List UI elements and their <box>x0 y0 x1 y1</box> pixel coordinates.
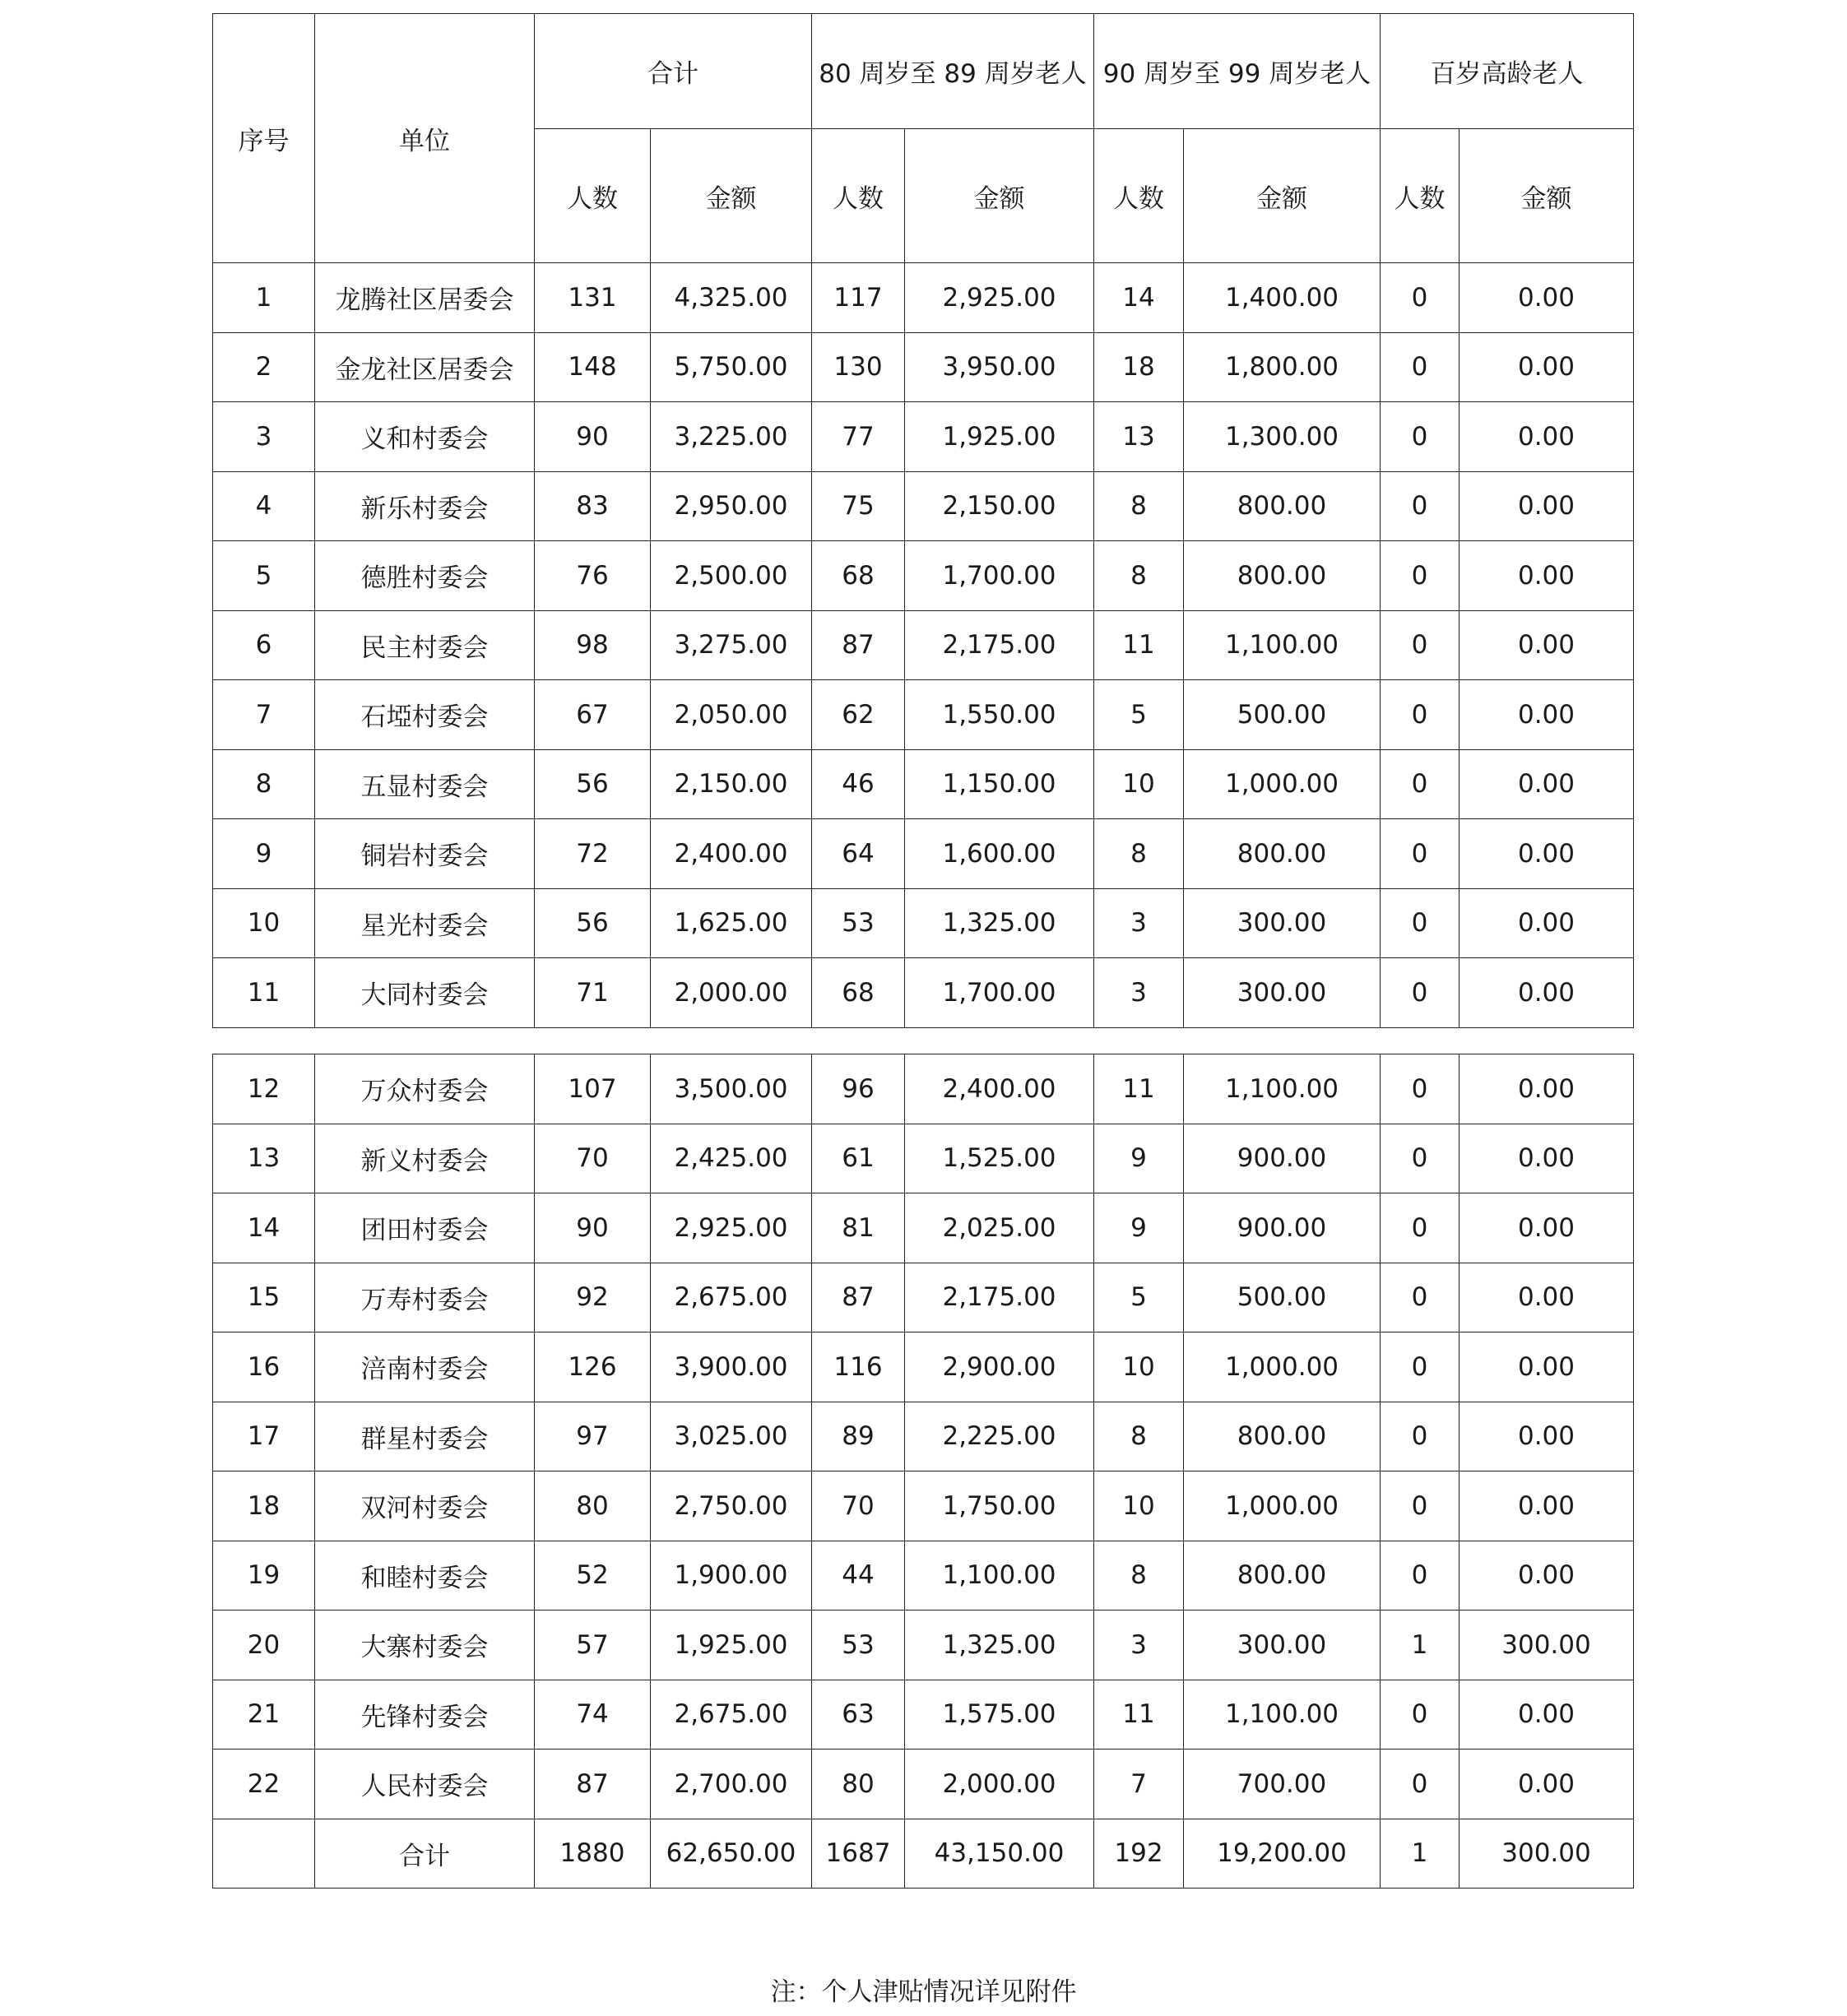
amount-100-cell: 0.00 <box>1460 1680 1634 1750</box>
table-row <box>213 749 1634 819</box>
count-100-cell: 0 <box>1381 958 1460 1028</box>
table-row <box>213 1193 1634 1263</box>
amount-90-cell: 800.00 <box>1184 1541 1381 1610</box>
amount-100-cell: 0.00 <box>1460 1471 1634 1541</box>
count-100-cell: 0 <box>1381 1193 1460 1263</box>
table-row <box>213 1471 1634 1541</box>
amount-100-cell: 0.00 <box>1460 1193 1634 1263</box>
count-90-cell: 3 <box>1094 1610 1184 1680</box>
total-count-cell: 57 <box>535 1610 651 1680</box>
seq-cell: 9 <box>213 819 315 889</box>
amount-100-cell: 0.00 <box>1460 680 1634 750</box>
header-unit: 单位 <box>315 14 535 263</box>
amount-80-cell: 2,925.00 <box>905 263 1094 333</box>
total-count-cell: 71 <box>535 958 651 1028</box>
unit-cell: 大同村委会 <box>315 958 535 1028</box>
total-amount-cell: 2,925.00 <box>651 1193 812 1263</box>
amount-80-cell: 1,550.00 <box>905 680 1094 750</box>
amount-80-cell: 1,750.00 <box>905 1471 1094 1541</box>
amount-80-cell: 1,925.00 <box>905 402 1094 472</box>
count-90-cell: 18 <box>1094 332 1184 402</box>
count-100-cell: 0 <box>1381 610 1460 680</box>
amount-100-cell: 0.00 <box>1460 1124 1634 1193</box>
amount-90-cell: 1,000.00 <box>1184 749 1381 819</box>
count-80-cell: 117 <box>812 263 905 333</box>
unit-cell: 铜岩村委会 <box>315 819 535 889</box>
total-count-cell: 74 <box>535 1680 651 1750</box>
amount-100-cell: 0.00 <box>1460 332 1634 402</box>
count-100-cell: 0 <box>1381 1263 1460 1332</box>
unit-cell: 星光村委会 <box>315 888 535 958</box>
seq-cell: 7 <box>213 680 315 750</box>
header-100-amount: 金额 <box>1460 129 1634 263</box>
amount-90-cell: 1,800.00 <box>1184 332 1381 402</box>
count-80-cell: 62 <box>812 680 905 750</box>
amount-100-cell: 300.00 <box>1460 1819 1634 1889</box>
unit-cell: 群星村委会 <box>315 1402 535 1471</box>
total-count-cell: 67 <box>535 680 651 750</box>
amount-80-cell: 2,225.00 <box>905 1402 1094 1471</box>
unit-cell: 义和村委会 <box>315 402 535 472</box>
header-100-count: 人数 <box>1381 129 1460 263</box>
amount-100-cell: 0.00 <box>1460 888 1634 958</box>
amount-90-cell: 300.00 <box>1184 888 1381 958</box>
total-count-cell: 97 <box>535 1402 651 1471</box>
amount-90-cell: 500.00 <box>1184 1263 1381 1332</box>
total-amount-cell: 2,500.00 <box>651 541 812 611</box>
unit-cell: 人民村委会 <box>315 1750 535 1819</box>
seq-cell: 1 <box>213 263 315 333</box>
amount-90-cell: 300.00 <box>1184 1610 1381 1680</box>
unit-cell: 双河村委会 <box>315 1471 535 1541</box>
header-total-amount: 金额 <box>651 129 812 263</box>
total-amount-cell: 1,900.00 <box>651 1541 812 1610</box>
amount-100-cell: 0.00 <box>1460 263 1634 333</box>
amount-100-cell: 0.00 <box>1460 1054 1634 1124</box>
amount-90-cell: 800.00 <box>1184 1402 1381 1471</box>
unit-cell: 团田村委会 <box>315 1193 535 1263</box>
amount-80-cell: 1,700.00 <box>905 958 1094 1028</box>
table-row <box>213 1332 1634 1402</box>
seq-cell: 17 <box>213 1402 315 1471</box>
amount-90-cell: 1,100.00 <box>1184 1054 1381 1124</box>
count-90-cell: 10 <box>1094 1471 1184 1541</box>
total-amount-cell: 1,925.00 <box>651 1610 812 1680</box>
count-90-cell: 7 <box>1094 1750 1184 1819</box>
count-100-cell: 0 <box>1381 1402 1460 1471</box>
count-80-cell: 44 <box>812 1541 905 1610</box>
table-row <box>213 1263 1634 1332</box>
count-80-cell: 87 <box>812 610 905 680</box>
table-row <box>213 1610 1634 1680</box>
amount-100-cell: 0.00 <box>1460 471 1634 541</box>
count-80-cell: 53 <box>812 1610 905 1680</box>
count-80-cell: 53 <box>812 888 905 958</box>
seq-cell: 6 <box>213 610 315 680</box>
total-amount-cell: 3,025.00 <box>651 1402 812 1471</box>
count-80-cell: 116 <box>812 1332 905 1402</box>
footnote: 注：个人津贴情况详见附件 <box>770 1977 1077 2007</box>
total-amount-cell: 2,050.00 <box>651 680 812 750</box>
total-count-cell: 72 <box>535 819 651 889</box>
count-80-cell: 1687 <box>812 1819 905 1889</box>
seq-cell: 22 <box>213 1750 315 1819</box>
count-100-cell: 0 <box>1381 1471 1460 1541</box>
amount-80-cell: 1,575.00 <box>905 1680 1094 1750</box>
amount-90-cell: 900.00 <box>1184 1124 1381 1193</box>
amount-100-cell: 0.00 <box>1460 402 1634 472</box>
total-count-cell: 76 <box>535 541 651 611</box>
total-count-cell: 148 <box>535 332 651 402</box>
total-count-cell: 87 <box>535 1750 651 1819</box>
total-amount-cell: 3,225.00 <box>651 402 812 472</box>
count-90-cell: 8 <box>1094 1541 1184 1610</box>
amount-100-cell: 0.00 <box>1460 1332 1634 1402</box>
amount-100-cell: 0.00 <box>1460 1541 1634 1610</box>
count-100-cell: 0 <box>1381 888 1460 958</box>
count-90-cell: 9 <box>1094 1124 1184 1193</box>
seq-cell: 12 <box>213 1054 315 1124</box>
count-100-cell: 0 <box>1381 749 1460 819</box>
unit-cell: 万众村委会 <box>315 1054 535 1124</box>
unit-cell: 龙腾社区居委会 <box>315 263 535 333</box>
seq-cell: 8 <box>213 749 315 819</box>
amount-80-cell: 1,325.00 <box>905 888 1094 958</box>
total-amount-cell: 62,650.00 <box>651 1819 812 1889</box>
total-amount-cell: 2,400.00 <box>651 819 812 889</box>
amount-90-cell: 1,400.00 <box>1184 263 1381 333</box>
table-row <box>213 471 1634 541</box>
seq-cell: 15 <box>213 1263 315 1332</box>
count-100-cell: 0 <box>1381 1124 1460 1193</box>
unit-cell: 涪南村委会 <box>315 1332 535 1402</box>
unit-cell: 合计 <box>315 1819 535 1889</box>
total-count-cell: 107 <box>535 1054 651 1124</box>
seq-cell: 5 <box>213 541 315 611</box>
amount-90-cell: 900.00 <box>1184 1193 1381 1263</box>
amount-100-cell: 0.00 <box>1460 610 1634 680</box>
total-amount-cell: 5,750.00 <box>651 332 812 402</box>
header-total-count: 人数 <box>535 129 651 263</box>
count-100-cell: 0 <box>1381 1750 1460 1819</box>
total-count-cell: 56 <box>535 888 651 958</box>
count-100-cell: 0 <box>1381 541 1460 611</box>
count-90-cell: 9 <box>1094 1193 1184 1263</box>
count-90-cell: 10 <box>1094 1332 1184 1402</box>
unit-cell: 万寿村委会 <box>315 1263 535 1332</box>
count-80-cell: 130 <box>812 332 905 402</box>
header-group-90-99: 90 周岁至 99 周岁老人 <box>1094 14 1381 129</box>
count-90-cell: 11 <box>1094 610 1184 680</box>
count-100-cell: 0 <box>1381 680 1460 750</box>
total-amount-cell: 1,625.00 <box>651 888 812 958</box>
table-row <box>213 332 1634 402</box>
amount-90-cell: 300.00 <box>1184 958 1381 1028</box>
count-80-cell: 46 <box>812 749 905 819</box>
amount-80-cell: 1,325.00 <box>905 1610 1094 1680</box>
total-count-cell: 1880 <box>535 1819 651 1889</box>
count-90-cell: 13 <box>1094 402 1184 472</box>
header-90-amount: 金额 <box>1184 129 1381 263</box>
total-count-cell: 83 <box>535 471 651 541</box>
table-row <box>213 680 1634 750</box>
total-count-cell: 90 <box>535 402 651 472</box>
count-80-cell: 68 <box>812 541 905 611</box>
amount-90-cell: 1,000.00 <box>1184 1332 1381 1402</box>
table-row <box>213 541 1634 611</box>
amount-80-cell: 1,150.00 <box>905 749 1094 819</box>
header-group-100: 百岁高龄老人 <box>1381 14 1634 129</box>
total-amount-cell: 2,675.00 <box>651 1263 812 1332</box>
amount-100-cell: 0.00 <box>1460 1750 1634 1819</box>
amount-90-cell: 1,000.00 <box>1184 1471 1381 1541</box>
seq-cell: 18 <box>213 1471 315 1541</box>
count-80-cell: 64 <box>812 819 905 889</box>
unit-cell: 金龙社区居委会 <box>315 332 535 402</box>
count-100-cell: 1 <box>1381 1819 1460 1889</box>
total-count-cell: 52 <box>535 1541 651 1610</box>
total-amount-cell: 2,750.00 <box>651 1471 812 1541</box>
unit-cell: 五显村委会 <box>315 749 535 819</box>
count-100-cell: 0 <box>1381 1054 1460 1124</box>
count-90-cell: 5 <box>1094 1263 1184 1332</box>
count-90-cell: 3 <box>1094 958 1184 1028</box>
count-80-cell: 80 <box>812 1750 905 1819</box>
total-count-cell: 98 <box>535 610 651 680</box>
amount-90-cell: 1,100.00 <box>1184 1680 1381 1750</box>
table-row <box>213 819 1634 889</box>
total-count-cell: 80 <box>535 1471 651 1541</box>
header-seq: 序号 <box>213 14 315 263</box>
seq-cell: 2 <box>213 332 315 402</box>
amount-80-cell: 2,000.00 <box>905 1750 1094 1819</box>
total-count-cell: 70 <box>535 1124 651 1193</box>
seq-cell: 11 <box>213 958 315 1028</box>
count-100-cell: 1 <box>1381 1610 1460 1680</box>
count-80-cell: 70 <box>812 1471 905 1541</box>
count-80-cell: 63 <box>812 1680 905 1750</box>
total-amount-cell: 2,950.00 <box>651 471 812 541</box>
seq-cell: 3 <box>213 402 315 472</box>
count-100-cell: 0 <box>1381 263 1460 333</box>
unit-cell: 民主村委会 <box>315 610 535 680</box>
count-90-cell: 8 <box>1094 471 1184 541</box>
count-100-cell: 0 <box>1381 402 1460 472</box>
count-90-cell: 14 <box>1094 263 1184 333</box>
table-row <box>213 888 1634 958</box>
total-amount-cell: 2,675.00 <box>651 1680 812 1750</box>
total-amount-cell: 2,000.00 <box>651 958 812 1028</box>
count-100-cell: 0 <box>1381 332 1460 402</box>
total-amount-cell: 3,500.00 <box>651 1054 812 1124</box>
header-total: 合计 <box>535 14 812 129</box>
count-90-cell: 10 <box>1094 749 1184 819</box>
amount-100-cell: 0.00 <box>1460 749 1634 819</box>
count-100-cell: 0 <box>1381 1541 1460 1610</box>
total-count-cell: 126 <box>535 1332 651 1402</box>
table-row <box>213 263 1634 333</box>
amount-90-cell: 1,300.00 <box>1184 402 1381 472</box>
amount-90-cell: 700.00 <box>1184 1750 1381 1819</box>
table-row <box>213 1750 1634 1819</box>
count-80-cell: 87 <box>812 1263 905 1332</box>
unit-cell: 新乐村委会 <box>315 471 535 541</box>
count-90-cell: 3 <box>1094 888 1184 958</box>
amount-90-cell: 500.00 <box>1184 680 1381 750</box>
seq-cell: 20 <box>213 1610 315 1680</box>
count-90-cell: 5 <box>1094 680 1184 750</box>
amount-100-cell: 300.00 <box>1460 1610 1634 1680</box>
amount-100-cell: 0.00 <box>1460 819 1634 889</box>
count-100-cell: 0 <box>1381 471 1460 541</box>
count-100-cell: 0 <box>1381 1680 1460 1750</box>
count-100-cell: 0 <box>1381 1332 1460 1402</box>
count-100-cell: 0 <box>1381 819 1460 889</box>
count-80-cell: 96 <box>812 1054 905 1124</box>
seq-cell: 21 <box>213 1680 315 1750</box>
total-amount-cell: 4,325.00 <box>651 263 812 333</box>
amount-90-cell: 800.00 <box>1184 819 1381 889</box>
header-90-count: 人数 <box>1094 129 1184 263</box>
amount-100-cell: 0.00 <box>1460 958 1634 1028</box>
amount-80-cell: 1,700.00 <box>905 541 1094 611</box>
total-count-cell: 131 <box>535 263 651 333</box>
amount-80-cell: 2,025.00 <box>905 1193 1094 1263</box>
seq-cell: 10 <box>213 888 315 958</box>
count-90-cell: 192 <box>1094 1819 1184 1889</box>
table-row <box>213 610 1634 680</box>
count-90-cell: 11 <box>1094 1054 1184 1124</box>
amount-80-cell: 2,150.00 <box>905 471 1094 541</box>
count-80-cell: 81 <box>812 1193 905 1263</box>
header-80-amount: 金额 <box>905 129 1094 263</box>
count-80-cell: 68 <box>812 958 905 1028</box>
count-80-cell: 77 <box>812 402 905 472</box>
amount-90-cell: 19,200.00 <box>1184 1819 1381 1889</box>
count-90-cell: 8 <box>1094 541 1184 611</box>
unit-cell: 先锋村委会 <box>315 1680 535 1750</box>
total-count-cell: 56 <box>535 749 651 819</box>
amount-100-cell: 0.00 <box>1460 1263 1634 1332</box>
amount-80-cell: 2,400.00 <box>905 1054 1094 1124</box>
table-row <box>213 1402 1634 1471</box>
amount-80-cell: 43,150.00 <box>905 1819 1094 1889</box>
unit-cell: 和睦村委会 <box>315 1541 535 1610</box>
total-amount-cell: 3,900.00 <box>651 1332 812 1402</box>
total-count-cell: 90 <box>535 1193 651 1263</box>
subsidy-table-page-top <box>212 13 1634 1028</box>
amount-90-cell: 800.00 <box>1184 471 1381 541</box>
unit-cell: 新义村委会 <box>315 1124 535 1193</box>
seq-cell: 16 <box>213 1332 315 1402</box>
total-amount-cell: 2,150.00 <box>651 749 812 819</box>
seq-cell <box>213 1819 315 1889</box>
amount-80-cell: 2,900.00 <box>905 1332 1094 1402</box>
table-row <box>213 958 1634 1028</box>
total-amount-cell: 2,700.00 <box>651 1750 812 1819</box>
table-row <box>213 1541 1634 1610</box>
table-row <box>213 402 1634 472</box>
unit-cell: 石埡村委会 <box>315 680 535 750</box>
seq-cell: 4 <box>213 471 315 541</box>
unit-cell: 大寨村委会 <box>315 1610 535 1680</box>
total-amount-cell: 3,275.00 <box>651 610 812 680</box>
count-90-cell: 8 <box>1094 1402 1184 1471</box>
table-row <box>213 1054 1634 1124</box>
amount-90-cell: 800.00 <box>1184 541 1381 611</box>
amount-80-cell: 3,950.00 <box>905 332 1094 402</box>
amount-80-cell: 1,525.00 <box>905 1124 1094 1193</box>
amount-100-cell: 0.00 <box>1460 1402 1634 1471</box>
total-amount-cell: 2,425.00 <box>651 1124 812 1193</box>
subsidy-table-page-bottom <box>212 1054 1634 1889</box>
seq-cell: 13 <box>213 1124 315 1193</box>
header-group-80-89: 80 周岁至 89 周岁老人 <box>812 14 1094 129</box>
amount-80-cell: 2,175.00 <box>905 1263 1094 1332</box>
total-row <box>213 1819 1634 1889</box>
table-row <box>213 1124 1634 1193</box>
count-80-cell: 75 <box>812 471 905 541</box>
header-80-count: 人数 <box>812 129 905 263</box>
count-80-cell: 89 <box>812 1402 905 1471</box>
amount-80-cell: 1,100.00 <box>905 1541 1094 1610</box>
count-90-cell: 11 <box>1094 1680 1184 1750</box>
table-row <box>213 1680 1634 1750</box>
amount-90-cell: 1,100.00 <box>1184 610 1381 680</box>
count-90-cell: 8 <box>1094 819 1184 889</box>
unit-cell: 德胜村委会 <box>315 541 535 611</box>
amount-100-cell: 0.00 <box>1460 541 1634 611</box>
total-count-cell: 92 <box>535 1263 651 1332</box>
seq-cell: 19 <box>213 1541 315 1610</box>
amount-80-cell: 2,175.00 <box>905 610 1094 680</box>
count-80-cell: 61 <box>812 1124 905 1193</box>
amount-80-cell: 1,600.00 <box>905 819 1094 889</box>
seq-cell: 14 <box>213 1193 315 1263</box>
